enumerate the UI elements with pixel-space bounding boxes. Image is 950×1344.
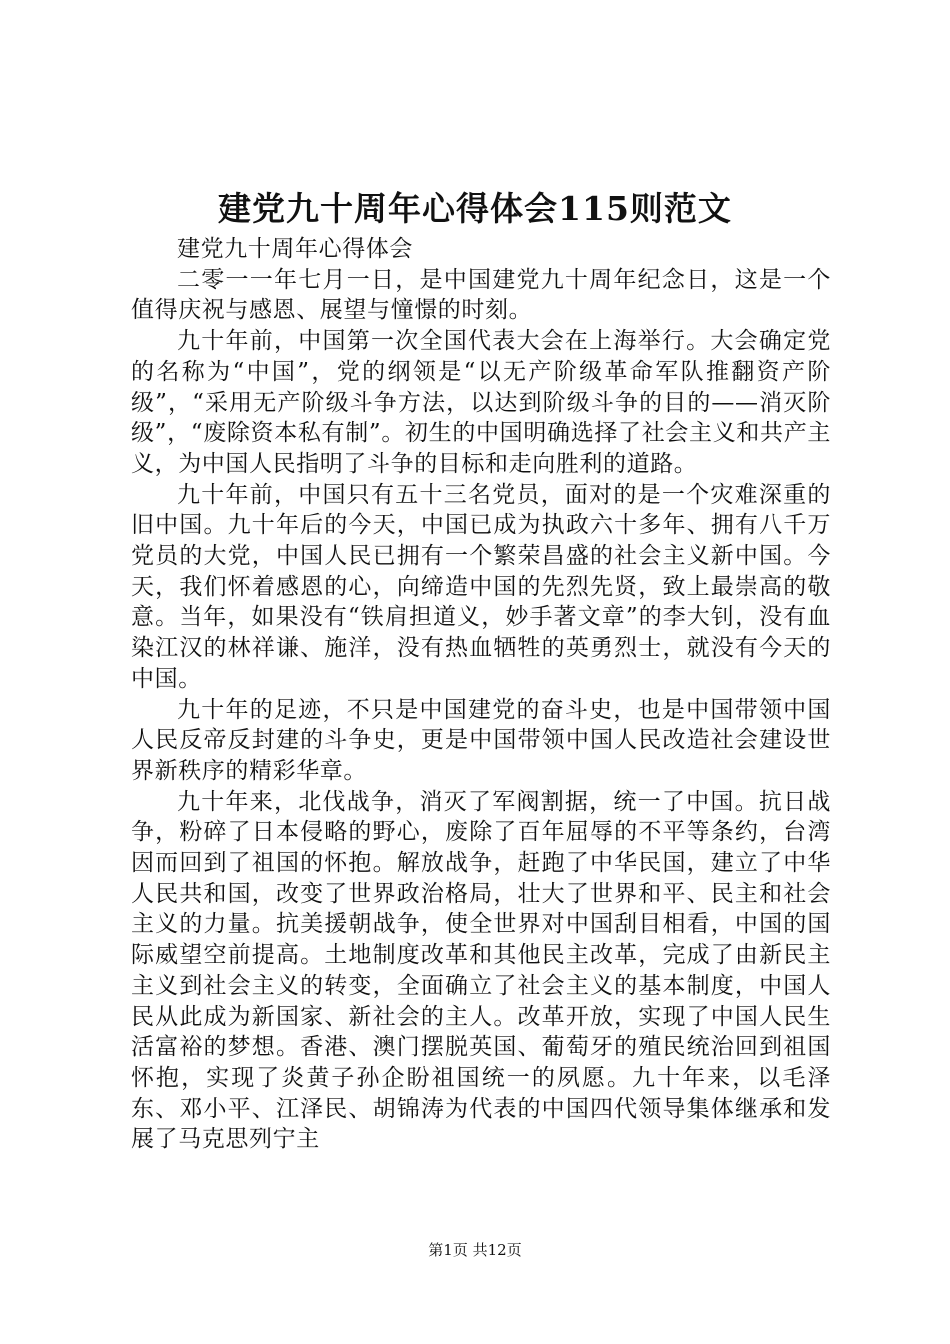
paragraph: 九十年的足迹，不只是中国建党的奋斗史，也是中国带领中国人民反帝反封建的斗争史，更是中国带领中国人民改造社会建设世界新秩序的精彩华章。 — [131, 696, 831, 784]
paragraph: 九十年来，北伐战争，消灭了军阀割据，统一了中国。抗日战争，粉碎了日本侵略的野心，废除了百年屈辱的不平等条约，台湾因而回到了祖国的怀抱。解放战争，赶跑了中华民国，建立了中华人民共和国，改变了世界政治格局，壮大了世界和平、民主和社会主义的力量。抗美援朝战争，使全世界对中国刮目相看，中国的国际威望空前提高。土地制度改革和其他民主改革，完成了由新民主主义到社会主义的转变，全面确立了社会主义的基本制度，中国人民从此成为新国家、新社会的主人。改革开放，实现了中国人民生活富裕的梦想。香港、澳门摆脱英国、葡萄牙的殖民统治回到祖国怀抱，实现了炎黄子孙企盼祖国统一的夙愿。九十年来，以毛泽东、邓小平、江泽民、胡锦涛为代表的中国四代领导集体继承和发展了马克思列宁主 — [131, 788, 831, 1153]
paragraph: 二零一一年七月一日，是中国建党九十周年纪念日，这是一个值得庆祝与感恩、展望与憧憬的时刻。 — [131, 266, 831, 324]
document-title: 建党九十周年心得体会115则范文 — [218, 189, 732, 228]
document-body — [131, 234, 831, 1155]
paragraph: 建党九十周年心得体会 — [177, 236, 413, 262]
paragraph: 九十年前，中国第一次全国代表大会在上海举行。大会确定党的名称为“中国”，党的纲领是“以无产阶级革命军队推翻资产阶级”，“采用无产阶级斗争方法，以达到阶级斗争的目的——消灭阶级”，“废除资本私有制”。初生的中国明确选择了社会主义和共产主义，为中国人民指明了斗争的目标和走向胜利的道路。 — [131, 328, 831, 477]
page-number: 第1页 共12页 — [428, 1241, 522, 1259]
page-footer — [0, 1240, 950, 1260]
paragraph: 九十年前，中国只有五十三名党员，面对的是一个灾难深重的旧中国。九十年后的今天，中国已成为执政六十多年、拥有八千万党员的大党，中国人民已拥有一个繁荣昌盛的社会主义新中国。今天，我们怀着感恩的心，向缔造中国的先烈先贤，致上最崇高的敬意。当年，如果没有“铁肩担道义，妙手著文章”的李大钊，没有血染江汉的林祥谦、施洋，没有热血牺牲的英勇烈士，就没有今天的中国。 — [131, 481, 831, 692]
